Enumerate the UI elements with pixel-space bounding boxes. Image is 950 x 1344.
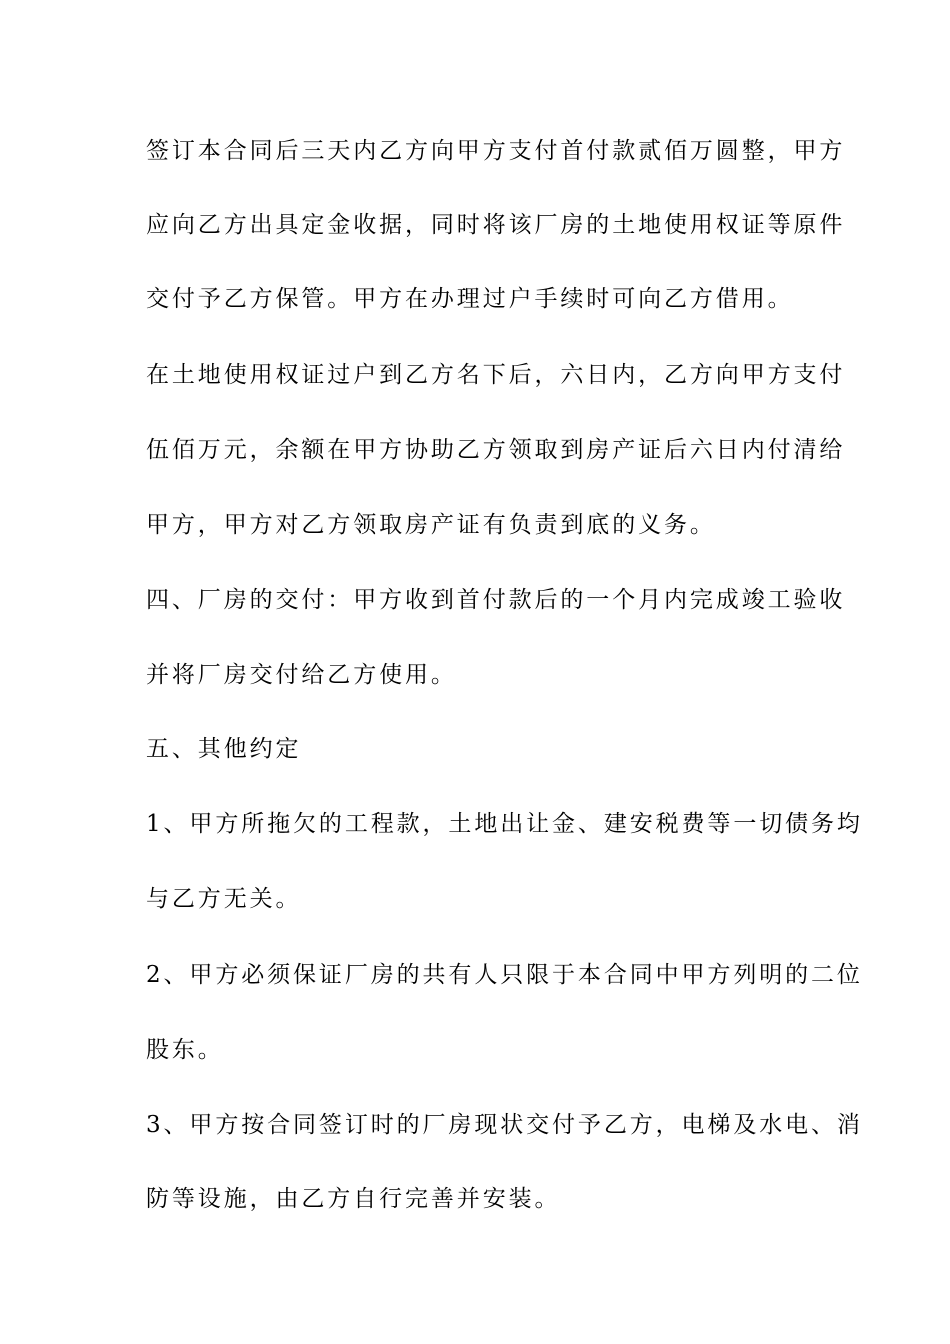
paragraph-line: 签订本合同后三天内乙方向甲方支付首付款贰佰万圆整，甲方 xyxy=(146,138,846,164)
list-item-line: 防等设施，由乙方自行完善并安装。 xyxy=(146,1186,561,1212)
paragraph-line: 并将厂房交付给乙方使用。 xyxy=(146,662,457,688)
list-item-line: 股东。 xyxy=(146,1037,224,1063)
paragraph-line: 伍佰万元，余额在甲方协助乙方领取到房产证后六日内付清给 xyxy=(146,437,846,463)
paragraph-line: 应向乙方出具定金收据，同时将该厂房的土地使用权证等原件 xyxy=(146,212,846,238)
section-heading-line: 四、厂房的交付：甲方收到首付款后的一个月内完成竣工验收 xyxy=(146,587,846,613)
list-item-line: 1、甲方所拖欠的工程款，土地出让金、建安税费等一切债务均 xyxy=(146,811,863,837)
paragraph-line: 交付予乙方保管。甲方在办理过户手续时可向乙方借用。 xyxy=(146,286,794,312)
list-item-line: 3、甲方按合同签订时的厂房现状交付予乙方，电梯及水电、消 xyxy=(146,1112,863,1138)
list-item-line: 与乙方无关。 xyxy=(146,886,302,912)
paragraph-line: 在土地使用权证过户到乙方名下后，六日内，乙方向甲方支付 xyxy=(146,362,846,388)
paragraph-line: 甲方，甲方对乙方领取房产证有负责到底的义务。 xyxy=(146,512,716,538)
list-item-line: 2、甲方必须保证厂房的共有人只限于本合同中甲方列明的二位 xyxy=(146,962,863,988)
section-heading: 五、其他约定 xyxy=(146,736,302,762)
